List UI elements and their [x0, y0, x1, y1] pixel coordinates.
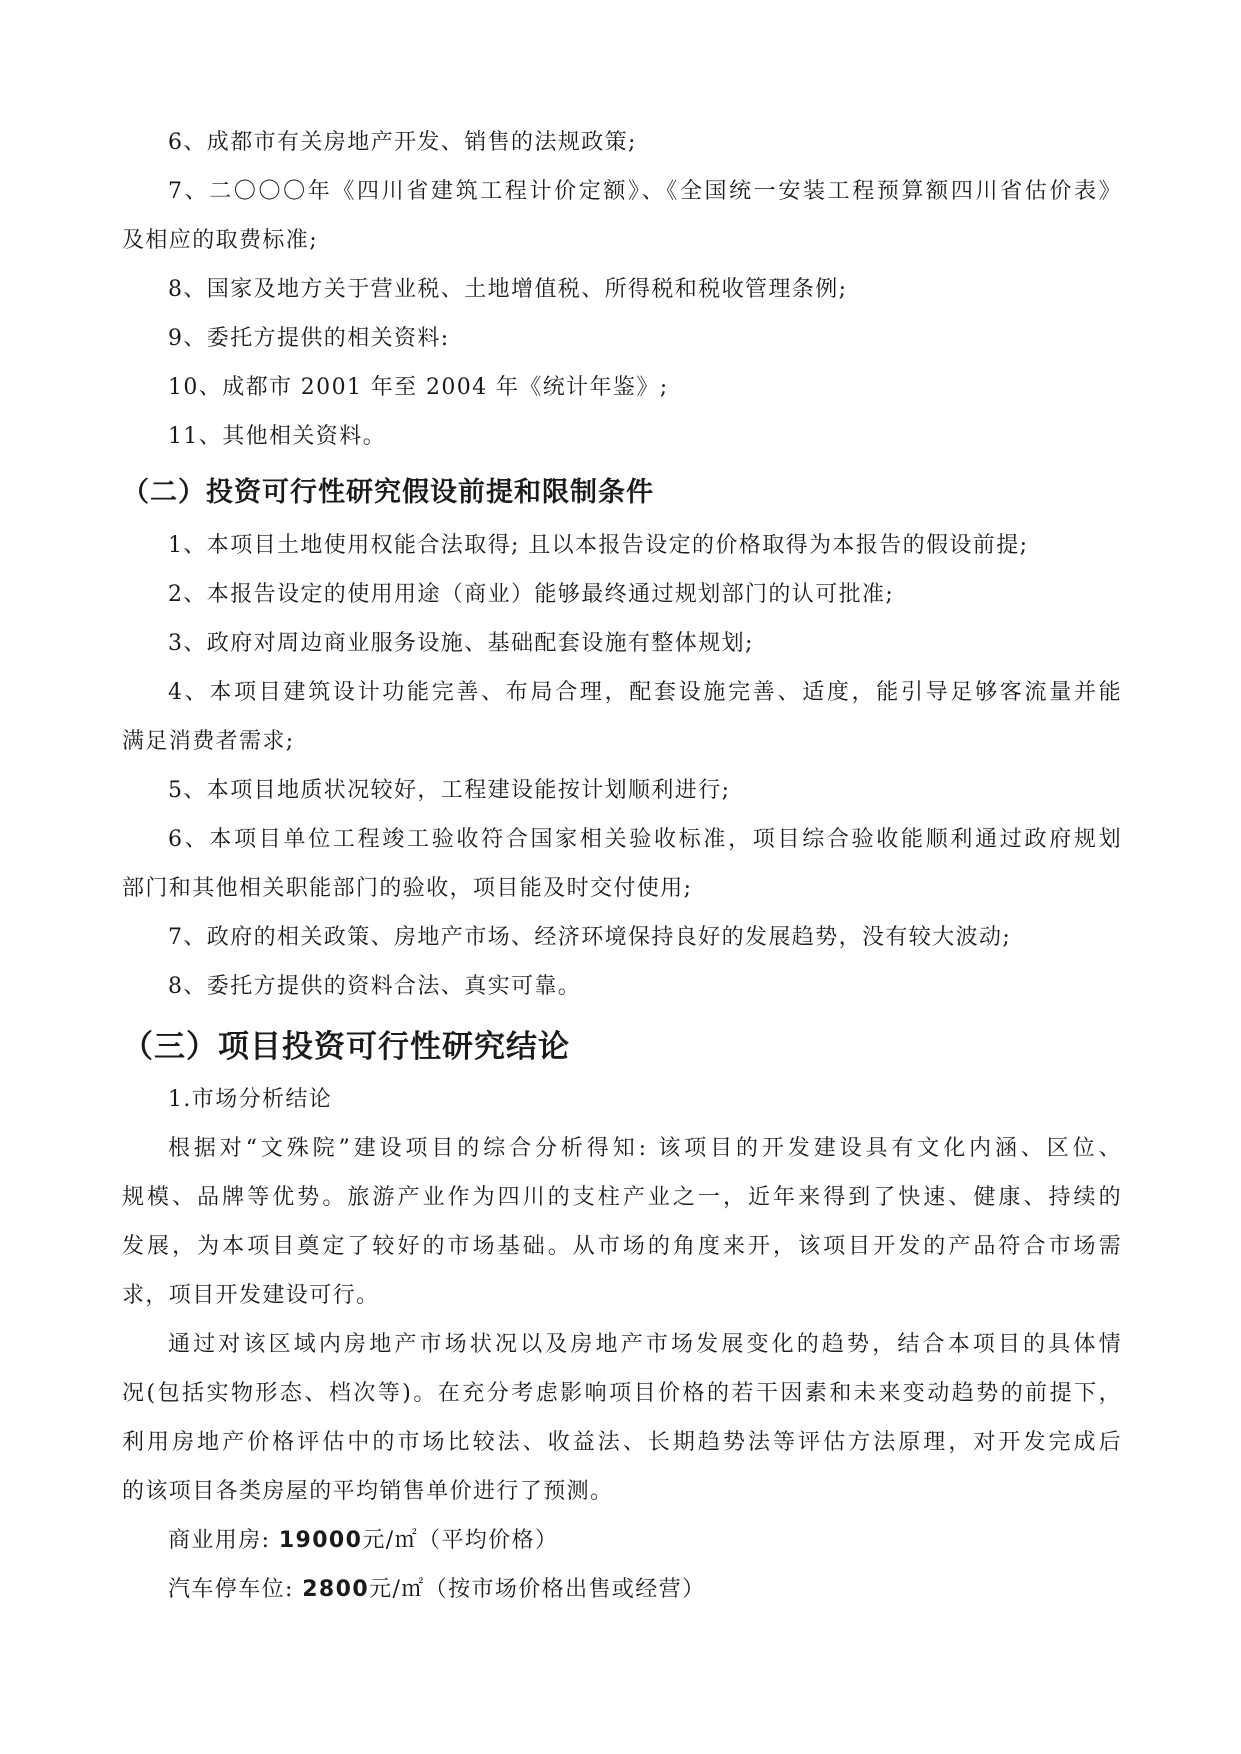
- conclusion-para-2-line-4: 的该项目各类房屋的平均销售单价进行了预测。: [122, 1479, 614, 1504]
- assumption-2: 2、本报告设定的使用用途（商业）能够最终通过规划部门的认可批准;: [168, 582, 895, 607]
- price-commercial-value: 19000: [278, 1528, 363, 1553]
- section-2-heading: （二）投资可行性研究假设前提和限制条件: [122, 477, 654, 508]
- basis-item-6: 6、成都市有关房地产开发、销售的法规政策;: [168, 130, 637, 155]
- basis-item-7-cont: 及相应的取费标准;: [122, 228, 319, 253]
- assumption-6-cont: 部门和其他相关职能部门的验收，项目能及时交付使用;: [122, 876, 693, 901]
- price-parking-label: 汽车停车位:: [168, 1577, 303, 1602]
- assumption-7: 7、政府的相关政策、房地产市场、经济环境保持良好的发展趋势，没有较大波动;: [168, 925, 1012, 950]
- conclusion-para-1-line-2: 规模、品牌等优势。旅游产业作为四川的支柱产业之一，近年来得到了快速、健康、持续的: [122, 1185, 1122, 1210]
- document-page: [122, 118, 1122, 1614]
- assumption-6: 6、本项目单位工程竣工验收符合国家相关验收标准，项目综合验收能顺利通过政府规划: [168, 827, 1122, 852]
- conclusion-para-1-line-3: 发展，为本项目奠定了较好的市场基础。从市场的角度来开，该项目开发的产品符合市场需: [122, 1234, 1122, 1259]
- assumption-8: 8、委托方提供的资料合法、真实可靠。: [168, 974, 582, 999]
- conclusion-para-2-line-1: 通过对该区域内房地产市场状况以及房地产市场发展变化的趋势，结合本项目的具体情: [168, 1332, 1122, 1357]
- market-analysis-subheading: 1.市场分析结论: [168, 1087, 333, 1112]
- assumption-4: 4、本项目建筑设计功能完善、布局合理，配套设施完善、适度，能引导足够客流量并能: [168, 680, 1122, 705]
- assumption-5: 5、本项目地质状况较好，工程建设能按计划顺利进行;: [168, 778, 731, 803]
- basis-item-7: 7、二〇〇〇年《四川省建筑工程计价定额》、《全国统一安装工程预算额四川省估价表》: [168, 179, 1122, 204]
- conclusion-para-2-line-3: 利用房地产价格评估中的市场比较法、收益法、长期趋势法等评估方法原理，对开发完成后: [122, 1430, 1122, 1455]
- basis-item-10: 10、成都市 2001 年至 2004 年《统计年鉴》;: [168, 375, 669, 400]
- price-parking: [122, 1565, 1122, 1614]
- assumption-4-cont: 满足消费者需求;: [122, 729, 295, 754]
- price-parking-unit: 元/㎡（按市场价格出售或经营）: [369, 1577, 706, 1602]
- price-parking-value: 2800: [302, 1577, 370, 1602]
- conclusion-para-1-line-4: 求，项目开发建设可行。: [122, 1283, 380, 1308]
- conclusion-para-1-line-1: 根据对“文殊院”建设项目的综合分析得知: 该项目的开发建设具有文化内涵、区位、: [168, 1136, 1122, 1161]
- basis-item-11: 11、其他相关资料。: [168, 424, 386, 449]
- basis-item-9: 9、委托方提供的相关资料:: [168, 326, 450, 351]
- section-3-heading: （三）项目投资可行性研究结论: [122, 1029, 570, 1065]
- conclusion-para-2-line-2: 况(包括实物形态、档次等)。在充分考虑影响项目价格的若干因素和未来变动趋势的前提下，: [122, 1381, 1122, 1406]
- assumption-3: 3、政府对周边商业服务设施、基础配套设施有整体规划;: [168, 631, 754, 656]
- price-commercial-label: 商业用房:: [168, 1528, 279, 1553]
- basis-item-8: 8、国家及地方关于营业税、土地增值税、所得税和税收管理条例;: [168, 277, 848, 302]
- assumption-1: 1、本项目土地使用权能合法取得; 且以本报告设定的价格取得为本报告的假设前提;: [168, 533, 1029, 558]
- price-commercial-unit: 元/㎡（平均价格）: [362, 1528, 559, 1553]
- price-commercial: [122, 1516, 1122, 1565]
